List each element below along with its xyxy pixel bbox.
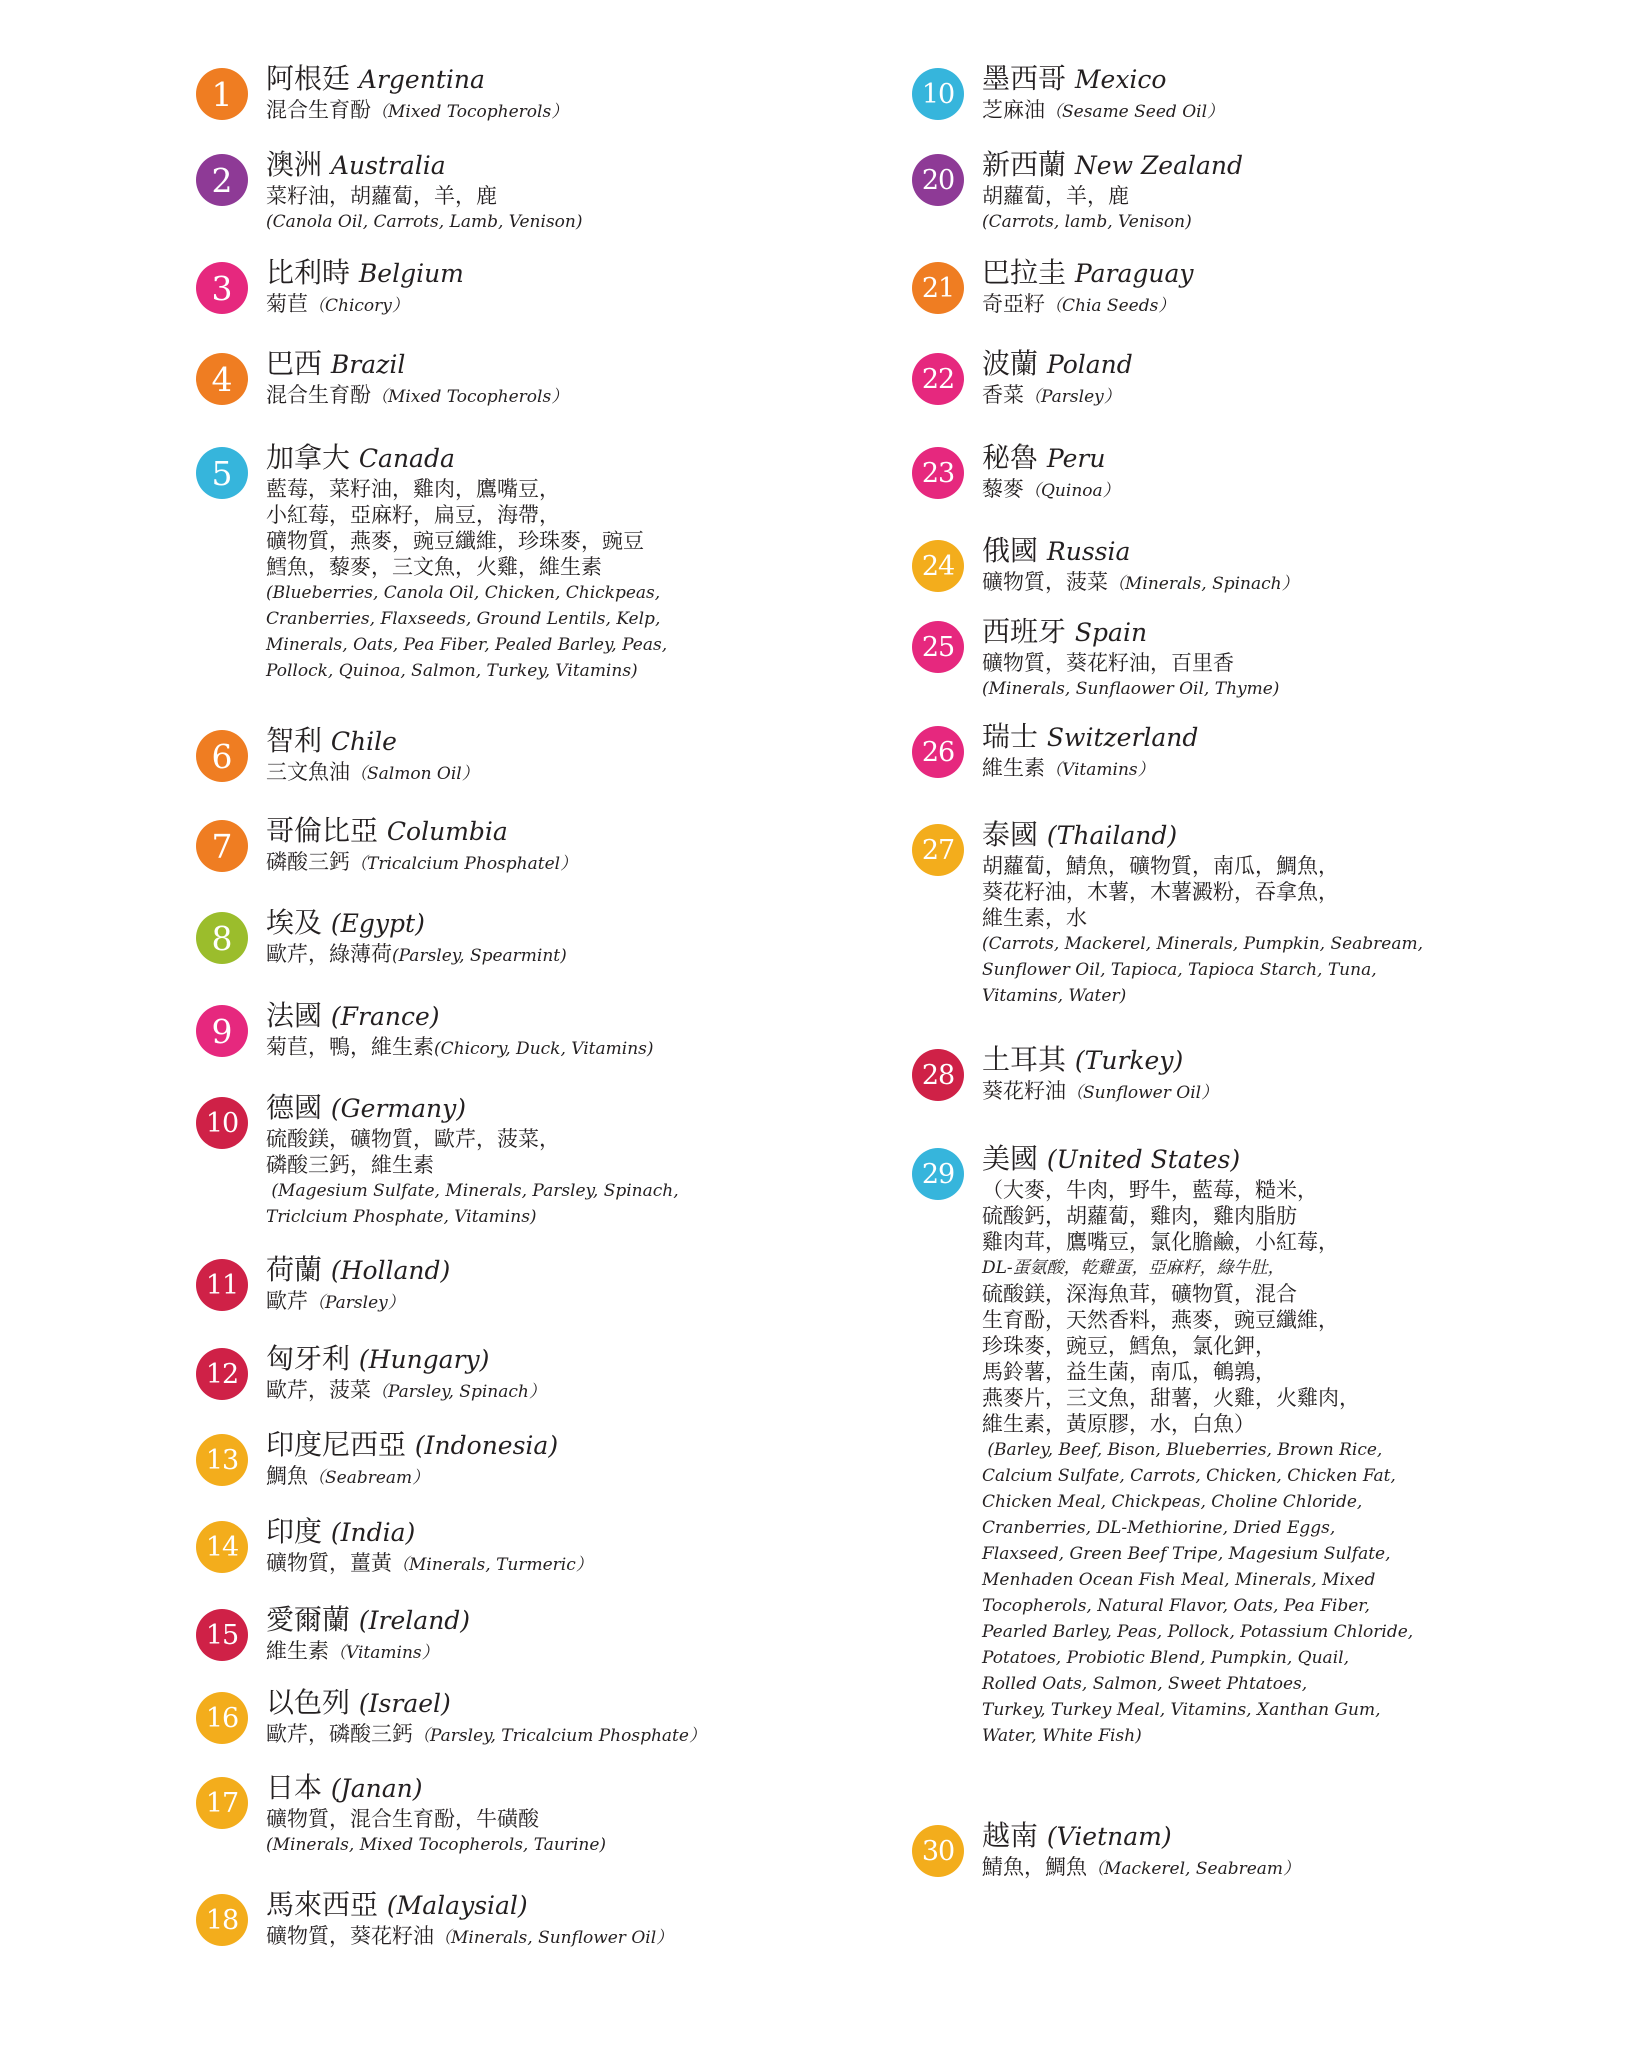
ingredients-line: [266, 1377, 546, 1405]
country-name-en: Belgium: [358, 259, 464, 288]
ingredients-en: （Sesame Seed Oil）: [1045, 102, 1225, 122]
number-badge: 24: [912, 540, 964, 592]
entry-text: [266, 62, 568, 125]
ingredients-en: （Mixed Tocopherols）: [371, 387, 569, 407]
country-title: [266, 814, 577, 849]
ingredients-zh: 歐芹，菠菜: [266, 1378, 371, 1402]
country-title: [982, 1819, 1300, 1854]
country-name-zh: 智利: [266, 724, 323, 757]
country-name-en: (Indonesia): [414, 1431, 559, 1460]
ingredients-line: [266, 1126, 679, 1152]
ingredients-detail-line: 礦物質，燕麥，豌豆纖維，珍珠麥，豌豆: [266, 529, 644, 553]
country-name-zh: 愛爾蘭: [266, 1603, 351, 1636]
ingredients-line: [982, 650, 1279, 676]
country-title: [266, 1603, 470, 1638]
ingredients-detail-line: 葵花籽油，木薯，木薯澱粉，吞拿魚，: [982, 880, 1339, 904]
entry-text: [982, 818, 1423, 1009]
country-name-en: (Egypt): [330, 909, 425, 938]
ingredients-detail-line: 維生素，黃原膠，水，白魚）: [982, 1412, 1255, 1436]
ingredients-detail-line: Tocopherols, Natural Flavor, Oats, Pea Fiber,: [982, 1596, 1370, 1616]
ingredients-detail-line: 珍珠麥，豌豆，鱈魚，氯化鉀，: [982, 1334, 1276, 1358]
ingredients-detail-line: (Canola Oil, Carrots, Lamb, Venison): [266, 212, 583, 232]
entry-text: [266, 1428, 558, 1491]
ingredients-zh: 歐芹，磷酸三鈣: [266, 1722, 413, 1746]
number-badge: 13: [196, 1434, 248, 1486]
country-name-en: (Israel): [358, 1689, 451, 1718]
ingredients-line: [982, 1854, 1300, 1882]
country-name-zh: 哥倫比亞: [266, 814, 379, 847]
number-badge: 11: [196, 1259, 248, 1311]
ingredients-zh: 藜麥: [982, 477, 1024, 501]
ingredients-zh: 礦物質，菠菜: [982, 570, 1108, 594]
country-name-zh: 巴拉圭: [982, 256, 1067, 289]
number-badge: 18: [196, 1894, 248, 1946]
entry-text: [982, 1043, 1218, 1106]
country-title: [982, 615, 1279, 650]
ingredients-line: [982, 1177, 1413, 1203]
country-name-zh: 西班牙: [982, 615, 1067, 648]
entry-text: [266, 1342, 546, 1405]
ingredients-en: (Parsley, Spearmint): [392, 946, 567, 966]
entry-text: [266, 1603, 470, 1666]
entry-text: [982, 347, 1133, 410]
ingredients-line: [266, 382, 568, 410]
ingredients-zh: 芝麻油: [982, 98, 1045, 122]
country-title: [982, 148, 1243, 183]
ingredients-detail-line: (Magesium Sulfate, Minerals, Parsley, Spinach,: [266, 1181, 679, 1201]
number-badge: 7: [196, 820, 248, 872]
country-title: [266, 906, 567, 941]
country-title: [266, 1428, 558, 1463]
entry-text: [266, 1091, 679, 1230]
number-badge: 20: [912, 154, 964, 206]
ingredients-zh: 菊苣: [266, 292, 308, 316]
ingredients-detail-line: Water, White Fish): [982, 1726, 1142, 1746]
number-badge: 28: [912, 1049, 964, 1101]
ingredients-line: [266, 183, 582, 209]
country-name-en: Russia: [1046, 537, 1131, 566]
country-name-zh: 法國: [266, 999, 323, 1032]
country-title: [266, 1888, 673, 1923]
ingredients-detail-line: 硫酸鈣，胡蘿蔔，雞肉，雞肉脂肪: [982, 1204, 1297, 1228]
country-name-en: New Zealand: [1074, 151, 1244, 180]
country-name-zh: 巴西: [266, 347, 323, 380]
number-badge: 2: [196, 154, 248, 206]
ingredients-detail-line: 雞肉茸，鷹嘴豆，氯化膽鹼，小紅莓，: [982, 1230, 1339, 1254]
number-badge: 29: [912, 1148, 964, 1200]
entry-text: [266, 814, 577, 877]
ingredients-zh: 礦物質，混合生育酚，牛磺酸: [266, 1807, 539, 1831]
ingredients-en: （Minerals, Sunflower Oil）: [434, 1928, 674, 1948]
ingredients-detail-line: 小紅莓，亞麻籽，扁豆，海帶，: [266, 503, 560, 527]
ingredients-line: [982, 291, 1194, 319]
ingredients-detail-line: Cranberries, Flaxseeds, Ground Lentils, Kelp,: [266, 609, 661, 629]
ingredients-detail-line: DL-蛋氨酸，乾雞蛋，亞麻籽，綠牛肚，: [982, 1258, 1285, 1278]
ingredients-line: [266, 476, 667, 502]
ingredients-zh: 菊苣，鴨，維生素: [266, 1035, 434, 1059]
number-badge: 9: [196, 1005, 248, 1057]
country-name-en: (France): [330, 1002, 440, 1031]
ingredients-detail-line: (Carrots, Mackerel, Minerals, Pumpkin, Seabream,: [982, 934, 1424, 954]
country-name-zh: 越南: [982, 1819, 1039, 1852]
ingredients-zh: 菜籽油，胡蘿蔔，羊，鹿: [266, 184, 497, 208]
ingredients-line: [266, 1463, 558, 1491]
country-title: [266, 62, 568, 97]
number-badge: 14: [196, 1521, 248, 1573]
ingredients-detail-line: Pollock, Quinoa, Salmon, Turkey, Vitamins): [266, 661, 638, 681]
number-badge: 25: [912, 621, 964, 673]
entry-text: [982, 148, 1243, 235]
ingredients-detail-line: (Minerals, Mixed Tocopherols, Taurine): [266, 1835, 607, 1855]
ingredients-zh: 磷酸三鈣: [266, 850, 350, 874]
country-title: [982, 62, 1224, 97]
number-badge: 12: [196, 1348, 248, 1400]
ingredients-en: （Sunflower Oil）: [1066, 1083, 1219, 1103]
ingredients-en: （Mackerel, Seabream）: [1087, 1859, 1301, 1879]
ingredients-detail-line: Cranberries, DL-Methiorine, Dried Eggs,: [982, 1518, 1336, 1538]
number-badge: 5: [196, 447, 248, 499]
ingredients-en: （Mixed Tocopherols）: [371, 102, 569, 122]
ingredients-en: （Parsley）: [1024, 387, 1121, 407]
entry-text: [266, 1686, 706, 1749]
ingredients-detail-line: 磷酸三鈣，維生素: [266, 1153, 434, 1177]
country-name-zh: 德國: [266, 1091, 323, 1124]
country-title: [266, 347, 568, 382]
ingredients-line: [982, 853, 1423, 879]
ingredients-detail-line: Rolled Oats, Salmon, Sweet Phtatoes,: [982, 1674, 1308, 1694]
ingredients-en: （Parsley, Spinach）: [371, 1382, 546, 1402]
ingredients-detail-line: Triclcium Phosphate, Vitamins): [266, 1207, 537, 1227]
country-name-zh: 土耳其: [982, 1043, 1067, 1076]
country-name-en: (Vietnam): [1046, 1822, 1172, 1851]
country-name-zh: 瑞士: [982, 720, 1039, 753]
entry-text: [982, 256, 1194, 319]
number-badge: 17: [196, 1777, 248, 1829]
ingredients-line: [266, 1721, 706, 1749]
number-badge: 15: [196, 1609, 248, 1661]
ingredients-detail-line: Potatoes, Probiotic Blend, Pumpkin, Quail,: [982, 1648, 1349, 1668]
ingredients-detail-line: Chicken Meal, Chickpeas, Choline Chloride,: [982, 1492, 1363, 1512]
country-name-zh: 以色列: [266, 1686, 351, 1719]
country-name-en: Argentina: [358, 65, 485, 94]
country-name-en: Australia: [330, 151, 446, 180]
country-title: [982, 818, 1423, 853]
number-badge: 27: [912, 824, 964, 876]
country-name-en: (Malaysial): [386, 1891, 528, 1920]
country-title: [982, 347, 1133, 382]
country-name-zh: 美國: [982, 1142, 1039, 1175]
number-badge: 6: [196, 730, 248, 782]
country-name-zh: 新西蘭: [982, 148, 1067, 181]
ingredients-en: （Chicory）: [308, 296, 409, 316]
entry-text: [266, 1515, 593, 1578]
ingredients-zh: 礦物質，葵花籽油，百里香: [982, 651, 1234, 675]
country-name-zh: 馬來西亞: [266, 1888, 379, 1921]
ingredients-line: [982, 755, 1198, 783]
ingredients-zh: 藍莓，菜籽油，雞肉，鷹嘴豆，: [266, 477, 560, 501]
country-name-en: Chile: [330, 727, 397, 756]
entry-text: [266, 1253, 450, 1316]
country-name-en: (Janan): [330, 1774, 423, 1803]
ingredients-zh: 礦物質，葵花籽油: [266, 1924, 434, 1948]
entry-text: [982, 441, 1120, 504]
ingredients-line: [982, 476, 1120, 504]
number-badge: 3: [196, 262, 248, 314]
ingredients-detail-line: 鱈魚，藜麥，三文魚，火雞，維生素: [266, 555, 602, 579]
ingredients-zh: 奇亞籽: [982, 292, 1045, 316]
number-badge: 10: [912, 68, 964, 120]
entry-text: [266, 1771, 606, 1858]
country-name-en: Spain: [1074, 618, 1148, 647]
ingredients-line: [982, 1078, 1218, 1106]
entry-text: [266, 1888, 673, 1951]
country-name-en: Peru: [1046, 444, 1106, 473]
ingredients-en: （Minerals, Spinach）: [1108, 574, 1299, 594]
entry-text: [266, 999, 654, 1062]
ingredients-line: [266, 291, 464, 319]
country-title: [266, 1515, 593, 1550]
country-title: [982, 720, 1198, 755]
ingredients-detail-line: 生育酚，天然香料，燕麥，豌豆纖維，: [982, 1308, 1339, 1332]
ingredients-zh: （大麥，牛肉，野牛，藍莓，糙米，: [982, 1178, 1318, 1202]
ingredients-detail-line: Flaxseed, Green Beef Tripe, Magesium Sulfate,: [982, 1544, 1391, 1564]
ingredients-zh: 三文魚油: [266, 760, 350, 784]
country-title: [982, 441, 1120, 476]
ingredients-zh: 維生素: [982, 756, 1045, 780]
country-name-zh: 印度: [266, 1515, 323, 1548]
ingredients-detail-line: Calcium Sulfate, Carrots, Chicken, Chicken Fat,: [982, 1466, 1396, 1486]
ingredients-line: [266, 1923, 673, 1951]
ingredients-zh: 胡蘿蔔，鯖魚，礦物質，南瓜，鯛魚，: [982, 854, 1339, 878]
country-name-en: Columbia: [386, 817, 508, 846]
entry-text: [266, 724, 479, 787]
ingredients-en: （Vitamins）: [329, 1643, 439, 1663]
ingredients-zh: 混合生育酚: [266, 98, 371, 122]
country-name-zh: 日本: [266, 1771, 323, 1804]
ingredients-en: （Vitamins）: [1045, 760, 1155, 780]
ingredients-line: [266, 1638, 470, 1666]
country-title: [982, 534, 1299, 569]
ingredients-zh: 歐芹，綠薄荷: [266, 942, 392, 966]
ingredients-detail-line: (Minerals, Sunflaower Oil, Thyme): [982, 679, 1280, 699]
ingredients-detail-line: 馬鈴薯，益生菌，南瓜，鵪鶉，: [982, 1360, 1276, 1384]
country-name-zh: 俄國: [982, 534, 1039, 567]
country-name-zh: 澳洲: [266, 148, 323, 181]
country-name-en: (India): [330, 1518, 416, 1547]
country-name-en: (Hungary): [358, 1345, 490, 1374]
ingredients-line: [266, 1034, 654, 1062]
ingredients-line: [266, 849, 577, 877]
country-name-zh: 泰國: [982, 818, 1039, 851]
ingredients-detail-line: 硫酸鎂，深海魚茸，礦物質，混合: [982, 1282, 1297, 1306]
country-name-en: Poland: [1046, 350, 1133, 379]
entry-text: [266, 906, 567, 969]
country-title: [982, 1142, 1413, 1177]
ingredients-line: [266, 1806, 606, 1832]
ingredients-detail-line: Pearled Barley, Peas, Pollock, Potassium Chloride,: [982, 1622, 1414, 1642]
ingredients-detail-line: Minerals, Oats, Pea Fiber, Pealed Barley, Peas,: [266, 635, 668, 655]
entry-text: [266, 441, 667, 684]
ingredients-detail-line: (Barley, Beef, Bison, Blueberries, Brown Rice,: [982, 1440, 1383, 1460]
ingredients-zh: 維生素: [266, 1639, 329, 1663]
ingredients-line: [266, 1288, 450, 1316]
ingredients-en: （Seabream）: [308, 1468, 430, 1488]
country-title: [266, 1342, 546, 1377]
entry-text: [982, 62, 1224, 125]
ingredients-line: [982, 97, 1224, 125]
country-name-en: Mexico: [1074, 65, 1167, 94]
country-name-en: Switzerland: [1046, 723, 1199, 752]
number-badge: 26: [912, 726, 964, 778]
country-name-en: (United States): [1046, 1145, 1241, 1174]
ingredients-zh: 鯛魚: [266, 1464, 308, 1488]
country-name-zh: 埃及: [266, 906, 323, 939]
country-name-en: Paraguay: [1074, 259, 1194, 288]
ingredients-zh: 葵花籽油: [982, 1079, 1066, 1103]
country-name-zh: 荷蘭: [266, 1253, 323, 1286]
ingredients-line: [266, 759, 479, 787]
number-badge: 30: [912, 1825, 964, 1877]
entry-text: [982, 720, 1198, 783]
country-name-en: Brazil: [330, 350, 406, 379]
country-name-zh: 匈牙利: [266, 1342, 351, 1375]
ingredients-en: (Chicory, Duck, Vitamins): [434, 1039, 654, 1059]
country-name-zh: 比利時: [266, 256, 351, 289]
country-title: [266, 724, 479, 759]
country-title: [266, 1091, 679, 1126]
ingredients-zh: 歐芹: [266, 1289, 308, 1313]
ingredients-detail-line: (Blueberries, Canola Oil, Chicken, Chickpeas,: [266, 583, 661, 603]
ingredients-en: （Minerals, Turmeric）: [392, 1555, 593, 1575]
ingredients-zh: 礦物質，薑黃: [266, 1551, 392, 1575]
ingredients-line: [266, 97, 568, 125]
country-name-en: (Thailand): [1046, 821, 1178, 850]
entry-text: [982, 1142, 1413, 1749]
country-name-zh: 加拿大: [266, 441, 351, 474]
entry-text: [982, 615, 1279, 702]
country-title: [982, 1043, 1218, 1078]
number-badge: 22: [912, 353, 964, 405]
number-badge: 8: [196, 912, 248, 964]
entry-text: [266, 347, 568, 410]
ingredients-en: （Quinoa）: [1024, 481, 1120, 501]
country-title: [266, 256, 464, 291]
country-name-en: (Holland): [330, 1256, 451, 1285]
ingredients-line: [982, 382, 1133, 410]
country-name-en: (Turkey): [1074, 1046, 1184, 1075]
country-name-en: Canada: [358, 444, 455, 473]
country-title: [266, 1686, 706, 1721]
ingredients-detail-line: Sunflower Oil, Tapioca, Tapioca Starch, Tuna,: [982, 960, 1377, 980]
country-title: [266, 148, 582, 183]
number-badge: 16: [196, 1692, 248, 1744]
country-name-zh: 墨西哥: [982, 62, 1067, 95]
ingredients-line: [266, 941, 567, 969]
ingredients-en: （Tricalcium Phosphatel）: [350, 854, 578, 874]
country-name-zh: 秘魯: [982, 441, 1039, 474]
ingredients-detail-line: Turkey, Turkey Meal, Vitamins, Xanthan Gum,: [982, 1700, 1381, 1720]
entry-text: [982, 1819, 1300, 1882]
ingredients-line: [266, 1550, 593, 1578]
country-name-zh: 波蘭: [982, 347, 1039, 380]
ingredients-zh: 混合生育酚: [266, 383, 371, 407]
ingredients-en: （Chia Seeds）: [1045, 296, 1176, 316]
country-name-zh: 阿根廷: [266, 62, 351, 95]
ingredients-zh: 鯖魚，鯛魚: [982, 1855, 1087, 1879]
country-title: [266, 1253, 450, 1288]
country-name-zh: 印度尼西亞: [266, 1428, 407, 1461]
ingredients-detail-line: Menhaden Ocean Fish Meal, Minerals, Mixed: [982, 1570, 1376, 1590]
number-badge: 23: [912, 447, 964, 499]
entry-text: [266, 148, 582, 235]
ingredients-line: [982, 569, 1299, 597]
number-badge: 4: [196, 353, 248, 405]
entry-text: [266, 256, 464, 319]
ingredients-en: （Salmon Oil）: [350, 764, 479, 784]
ingredients-en: （Parsley）: [308, 1293, 405, 1313]
ingredients-detail-line: 燕麥片，三文魚，甜薯，火雞，火雞肉，: [982, 1386, 1360, 1410]
number-badge: 10: [196, 1097, 248, 1149]
country-title: [982, 256, 1194, 291]
ingredients-detail-line: 維生素，水: [982, 906, 1087, 930]
ingredients-zh: 硫酸鎂，礦物質，歐芹，菠菜，: [266, 1127, 560, 1151]
ingredients-detail-line: Vitamins, Water): [982, 986, 1127, 1006]
country-title: [266, 441, 667, 476]
ingredients-detail-line: (Carrots, lamb, Venison): [982, 212, 1192, 232]
ingredients-zh: 胡蘿蔔，羊，鹿: [982, 184, 1129, 208]
country-name-en: (Ireland): [358, 1606, 471, 1635]
ingredients-zh: 香菜: [982, 383, 1024, 407]
number-badge: 21: [912, 262, 964, 314]
country-name-en: (Germany): [330, 1094, 466, 1123]
ingredients-en: （Parsley, Tricalcium Phosphate）: [413, 1726, 706, 1746]
number-badge: 1: [196, 68, 248, 120]
country-title: [266, 999, 654, 1034]
ingredients-line: [982, 183, 1243, 209]
entry-text: [982, 534, 1299, 597]
country-title: [266, 1771, 606, 1806]
